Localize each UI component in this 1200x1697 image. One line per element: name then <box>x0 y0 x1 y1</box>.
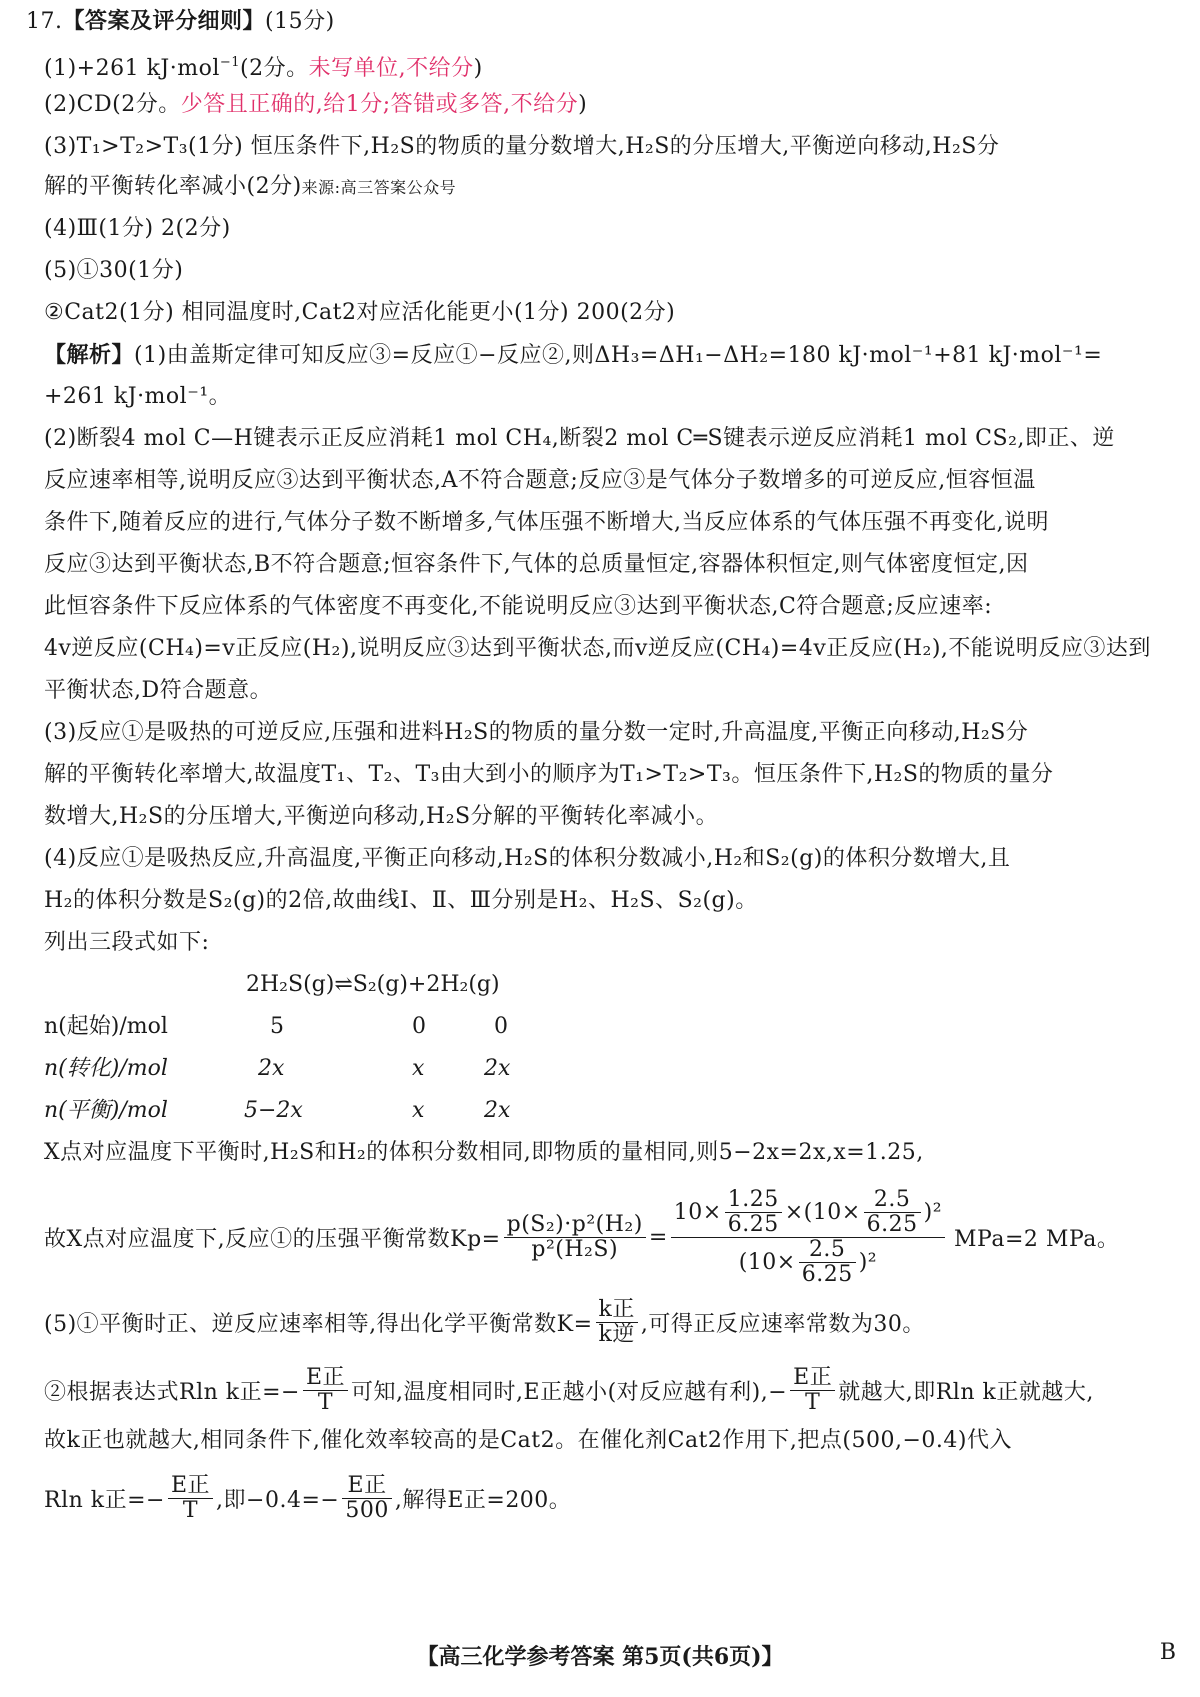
analysis-3-line-3: 数增大,H₂S的分压增大,平衡逆向移动,H₂S分解的平衡转化率减小。 <box>44 804 719 829</box>
answer-1-note: 未写单位,不给分 <box>308 56 474 81</box>
analysis-3-line-2: 解的平衡转化率增大,故温度T₁、T₂、T₃由大到小的顺序为T₁>T₂>T₃。恒压条件下,H₂S的物质的量分 <box>44 762 1054 787</box>
k-num: k正 <box>596 1298 638 1323</box>
ice-cell: 5 <box>270 1014 284 1039</box>
page-footer: 【高三化学参考答案 第5页(共6页)】 <box>416 1644 784 1670</box>
source-note: 来源:高三答案公众号 <box>301 178 457 197</box>
analysis-1-line-2: +261 kJ·mol⁻¹。 <box>44 384 232 409</box>
kp-expression <box>44 1188 1119 1287</box>
version-label: B <box>1159 1640 1176 1665</box>
kp-prefix: 故X点对应温度下,反应①的压强平衡常数Kp= <box>44 1227 501 1252</box>
kp-denominator: p²(H₂S) <box>531 1237 619 1262</box>
answer-1-points: (2分。 <box>240 56 309 81</box>
part5-l2-mid: 可知,温度相同时,E正越小(对反应越有利),− <box>351 1380 788 1405</box>
analysis-1-line-1 <box>44 340 1102 371</box>
reaction-equation: 2H₂S(g)⇌S₂(g)+2H₂(g) <box>246 972 500 997</box>
inner-fraction <box>725 1188 782 1237</box>
answer-3-line-1: (3)T₁>T₂>T₃(1分) 恒压条件下,H₂S的物质的量分数增大,H₂S的分压增大,平衡逆向移动,H₂S分 <box>44 134 1000 159</box>
e-fraction <box>168 1474 213 1523</box>
ice-cell: x <box>412 1056 425 1081</box>
ice-row-label: n(平衡)/mol <box>44 1098 168 1123</box>
part5-l4-post: ,解得E正=200。 <box>394 1488 572 1513</box>
inner-den: 6.25 <box>801 1262 853 1287</box>
answer-1-end: ) <box>473 56 483 81</box>
answer-5-2: ②Cat2(1分) 相同温度时,Cat2对应活化能更小(1分) 200(2分) <box>44 300 676 325</box>
analysis-2-line-3: 条件下,随着反应的进行,气体分子数不断增多,气体压强不断增大,当反应体系的气体压强不再变化,说明 <box>44 510 1049 535</box>
e-den: T <box>805 1390 821 1415</box>
ice-cell: 2x <box>258 1056 285 1081</box>
inner-num: 2.5 <box>799 1238 856 1263</box>
part5-l1-post: ,可得正反应速率常数为30。 <box>640 1312 925 1337</box>
ice-cell: x <box>412 1098 425 1123</box>
answer-2-note: 少答且正确的,给1分;答错或多答,不给分 <box>180 92 579 117</box>
kp-num-part: ×(10× <box>784 1199 861 1225</box>
part5-line-4 <box>44 1474 571 1523</box>
kp-num-part: )² <box>923 1199 943 1225</box>
total-score: (15分) <box>265 9 335 34</box>
analysis-4-line-3: 列出三段式如下: <box>44 930 210 955</box>
analysis-4-line-1: (4)反应①是吸热反应,升高温度,平衡正向移动,H₂S的体积分数减小,H₂和S₂(g)的体积分数增大,且 <box>44 846 1011 871</box>
kp-fraction <box>504 1213 646 1262</box>
kp-big-fraction <box>671 1188 945 1287</box>
e-num: E正 <box>342 1474 392 1499</box>
analysis-4-line-2: H₂的体积分数是S₂(g)的2倍,故曲线Ⅰ、Ⅱ、Ⅲ分别是H₂、H₂S、S₂(g)。 <box>44 888 758 913</box>
kp-big-numerator <box>671 1188 945 1238</box>
kp-den-part: )² <box>858 1249 878 1275</box>
e-fraction <box>303 1366 348 1415</box>
part5-l4-pre: Rln k正=− <box>44 1488 165 1513</box>
analysis-3-line-1: (3)反应①是吸热的可逆反应,压强和进料H₂S的物质的量分数一定时,升高温度,平衡正向移动,H₂S分 <box>44 720 1029 745</box>
inner-num: 2.5 <box>864 1188 921 1213</box>
ice-cell: 2x <box>484 1056 511 1081</box>
answer-3-text: 解的平衡转化率减小(2分) <box>44 174 302 199</box>
e-num: E正 <box>303 1366 348 1391</box>
part5-line-3: 故k正也就越大,相同条件下,催化效率较高的是Cat2。在催化剂Cat2作用下,把点(500,−0.4)代入 <box>44 1428 1012 1453</box>
inner-fraction <box>864 1188 921 1237</box>
answer-1 <box>44 48 483 84</box>
e-num: E正 <box>168 1474 213 1499</box>
question-number: 17. <box>26 9 63 34</box>
analysis-2-line-4: 反应③达到平衡状态,B不符合题意;恒容条件下,气体的总质量恒定,容器体积恒定,则气体密度恒定,因 <box>44 552 1029 577</box>
part5-l1-pre: (5)①平衡时正、逆反应速率相等,得出化学平衡常数K= <box>44 1312 593 1337</box>
kp-den-part: (10× <box>738 1249 796 1275</box>
e-num: E正 <box>790 1366 835 1391</box>
answer-3-line-2 <box>44 172 456 203</box>
answer-1-sup: −1 <box>219 55 241 70</box>
answer-2 <box>44 90 587 120</box>
inner-fraction <box>799 1238 856 1287</box>
k-den: k逆 <box>598 1322 635 1347</box>
analysis-2-line-2: 反应速率相等,说明反应③达到平衡状态,A不符合题意;反应③是气体分子数增多的可逆反应,恒容恒温 <box>44 468 1036 493</box>
answer-2-text: (2)CD(2分。 <box>44 92 181 117</box>
analysis-2-line-7: 平衡状态,D符合题意。 <box>44 678 273 703</box>
ice-row-label: n(起始)/mol <box>44 1014 168 1039</box>
ice-cell: 0 <box>412 1014 426 1039</box>
ice-cell: 2x <box>484 1098 511 1123</box>
e-fraction <box>790 1366 835 1415</box>
inner-den: 6.25 <box>727 1212 779 1237</box>
kp-num-part: 10× <box>673 1199 722 1225</box>
analysis-2-line-5: 此恒容条件下反应体系的气体密度不再变化,不能说明反应③达到平衡状态,C符合题意;反应速率: <box>44 594 993 619</box>
part5-line-2 <box>44 1366 1094 1415</box>
section-title: 【答案及评分细则】 <box>62 8 266 34</box>
e-fraction <box>342 1474 392 1523</box>
kp-result: MPa=2 MPa。 <box>954 1227 1120 1252</box>
ice-row-label: n(转化)/mol <box>44 1056 168 1081</box>
answer-1-text: (1)+261 kJ·mol <box>44 56 220 81</box>
ice-cell: 0 <box>494 1014 508 1039</box>
part5-l4-mid: ,即−0.4=− <box>216 1488 340 1513</box>
e-den: T <box>182 1498 199 1523</box>
ice-cell: 5−2x <box>244 1098 303 1123</box>
k-fraction <box>596 1298 638 1347</box>
e-den: 500 <box>345 1498 389 1523</box>
analysis-label: 【解析】 <box>44 342 135 368</box>
part5-line-1 <box>44 1298 925 1347</box>
part5-l2-pre: ②根据表达式Rln k正=− <box>44 1380 300 1405</box>
kp-numerator: p(S₂)·p²(H₂) <box>504 1213 646 1238</box>
e-den: T <box>317 1390 334 1415</box>
kp-big-denominator <box>671 1238 945 1287</box>
answer-2-end: ) <box>578 92 588 117</box>
x-calculation: X点对应温度下平衡时,H₂S和H₂的体积分数相同,即物质的量相同,则5−2x=2x,x=1.25, <box>44 1140 924 1165</box>
analysis-2-line-6: 4v逆反应(CH₄)=v正反应(H₂),说明反应③达到平衡状态,而v逆反应(CH₄)=4v正反应(H₂),不能说明反应③达到 <box>44 636 1151 661</box>
kp-equals: = <box>648 1225 668 1250</box>
question-header <box>26 6 335 37</box>
answer-4: (4)Ⅲ(1分) 2(2分) <box>44 216 231 241</box>
inner-den: 6.25 <box>866 1212 918 1237</box>
part5-l2-post: 就越大,即Rln k正就越大, <box>838 1380 1094 1405</box>
analysis-1-text: (1)由盖斯定律可知反应③=反应①−反应②,则ΔH₃=ΔH₁−ΔH₂=180 kJ·mol⁻¹+81 kJ·mol⁻¹= <box>134 343 1103 368</box>
inner-num: 1.25 <box>725 1188 782 1213</box>
analysis-2-line-1: (2)断裂4 mol C—H键表示正反应消耗1 mol CH₄,断裂2 mol C═S键表示逆反应消耗1 mol CS₂,即正、逆 <box>44 426 1115 451</box>
answer-5-1: (5)①30(1分) <box>44 258 184 283</box>
